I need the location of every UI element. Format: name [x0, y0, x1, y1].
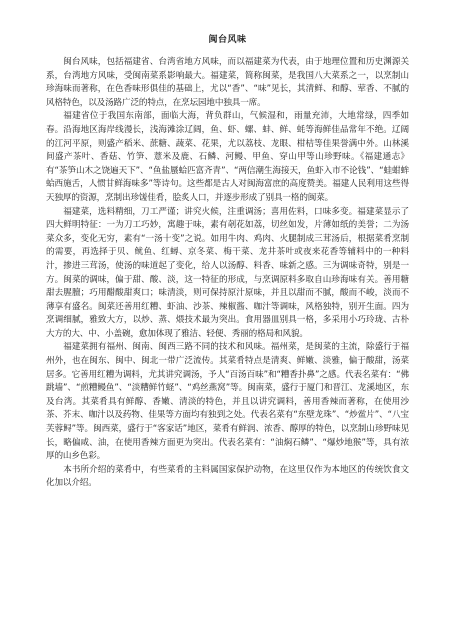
paragraph-regional-styles: 福建菜拥有福州、闽南、闽西三路不同的技术和风味。福州菜，是闽菜的主流，除盛行于福州外，也在闽东、闽中、闽北一带广泛流传。其菜肴特点是清爽、鲜嫩、淡雅，偏于酸甜，汤菜居多。它善用红糟为调料，尤其讲究调汤，予人“百汤百味”和“糟香扑鼻”之感。代表名菜有：“佛跳墙”、“煎糟鳗鱼”、“淡糟鲜竹蛏”、“鸡丝燕窝”等。闽南菜，盛行于厦门和晋江、龙溪地区，东及台湾。其菜肴具有鲜醇、香嫩、清淡的特色，并且以讲究调料，善用香辣而著称，在使用沙茶、芥末、咖汁以及药物、佳果等方面均有独到之处。代表名菜有“东壁龙珠”、“炒鲎片”、“八宝芙蓉鲟”等。闽西菜，盛行于“客家话”地区，菜肴有鲜润、浓香、醇厚的特色，以烹制山珍野味见长，略偏咸、油，在使用香辣方面更为突出。代表名菜有：“油焖石鳞”、“爆炒地猴”等，具有浓厚的山乡色彩。 [46, 342, 409, 462]
paragraph-geography: 福建省位于我国东南部，面临大海，背负群山，气候湿和，雨量充沛，大地常绿，四季如春。沿海地区海岸线漫长，浅海滩涂辽阔，鱼、虾、螺、蚌、鲜、蚝等海鲜佳品常年不绝。辽阔的江河平原，则盛产稻米、蔗糖、蔬菜、花果，尤以荔枝、龙眼、柑桔等佳果誉满中外。山林溪间盛产茶叶、香菇、竹笋、薏米及鹿、石鳞、河鳗、甲鱼、穿山甲等山珍野味。《福建通志》有“茶笋山木之饶遍天下”、“鱼盐蜃蛤匹富齐青”、“两信潮生海接天，鱼虾入市不论钱”、“蛙蚶蛑蛤西施舌，人惯甘鲜海味多”等诗句。这些都是古人对闽海富庶的高度赞美。福建人民利用这些得天独厚的资源，烹制出珍馐佳肴，脍炙人口，并逐步形成了别具一格的闽菜。 [46, 111, 409, 203]
document-title: 闽台风味 [208, 35, 247, 45]
paragraph-intro: 闽台风味，包括福建省、台湾省地方风味，而以福建菜为代表，由于地理位置和历史渊源关系，台湾地方风味，受闽南菜系影响最大。福建菜，简称闽菜，是我国八大菜系之一，以烹制山珍海味而著称，在色香味形俱佳的基础上，尤以“香”、“味”见长，其清鲜、和醇、荤香、不腻的风格特色，以及汤路广泛的特点，在烹坛园地中独具一席。 [46, 57, 409, 108]
paragraph-characteristics: 福建菜，选料精细，刀工严谨；讲究火候，注重调汤；喜用佐料，口味多变。福建菜显示了四大鲜明特征：一为刀工巧妙，寓趣于味，素有剞花如荔，切丝如发，片薄如纸的美誉；二为汤菜众多，变化无穷，素有“一汤十变”之说。如用牛肉、鸡肉、火腿制成三茸汤后，根据菜肴烹制的需要，再选择于贝、鱿鱼、红蟳、京冬菜、梅干菜、龙井茶叶或夜来花香等辅料中的一种料汁，掺进三茸汤，使汤的味道起了变化，给人以汤醇、料香、味新之感。三为调味奇特，别是一方。闽菜的调味，偏于甜、酸、淡，这一特征的形成，与烹调原料多取自山珍海味有关。善用糖甜去腥膻；巧用醋酸甜爽口；味清淡，则可保持原汁原味，并且以甜而不腻，酸而不峻，淡而不薄享有盛名。闽菜还善用红糟、虾油、沙茶、辣椒酱、咖汁等调味，风格独特，别开生面。四为烹调细腻，雅致大方，以炒、蒸、煨技术最为突出。食用器皿别具一格，多采用小巧玲珑、古朴大方的大、中、小盖碗，愈加体现了雅洁、轻便、秀丽的格局和风貌。 [46, 206, 409, 339]
paragraph-note: 本书所介绍的菜肴中，有些菜肴的主料属国家保护动物，在这里仅作为本地区的传统饮食文化加以介绍。 [46, 464, 409, 489]
